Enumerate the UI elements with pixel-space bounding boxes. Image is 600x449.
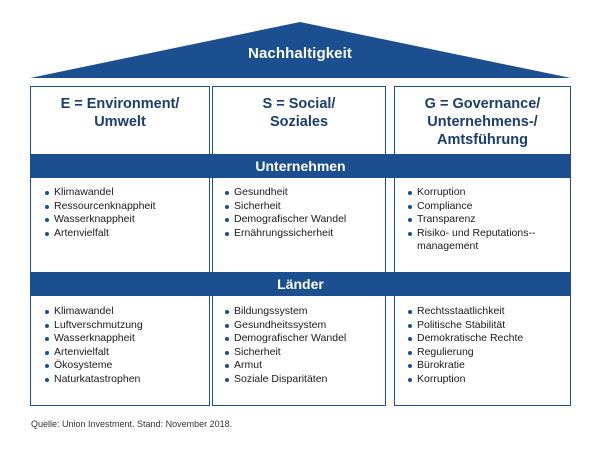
- list-item: Luftverschmutzung: [44, 319, 143, 333]
- list-item: Sicherheit: [224, 346, 346, 360]
- list-item: Transparenz: [407, 213, 567, 227]
- pillar-heading: [31, 95, 209, 131]
- list-item: Naturkatastrophen: [44, 373, 143, 387]
- heading-line: Soziales: [269, 114, 329, 130]
- list-item: Armut: [224, 359, 346, 373]
- list-item: Klimawandel: [44, 186, 156, 200]
- list-item: Bildungssystem: [224, 305, 346, 319]
- heading-line: Amtsführung: [436, 132, 528, 148]
- list-item: Sicherheit: [224, 200, 346, 214]
- list-item: Regulierung: [407, 346, 523, 360]
- list-item: Demografischer Wandel: [224, 332, 346, 346]
- heading-line: G = Governance/: [424, 96, 541, 112]
- list-item: Rechtsstaatlichkeit: [407, 305, 523, 319]
- heading-line: Umwelt: [94, 114, 146, 130]
- list-item: Korruption: [407, 373, 523, 387]
- pillar-heading: [213, 95, 385, 131]
- list-item: Ernährungssicherheit: [224, 227, 346, 241]
- heading-line: S = Social/: [262, 96, 336, 112]
- list-item: Gesundheit: [224, 186, 346, 200]
- list-laender-social: [224, 305, 346, 387]
- roof-title: Nachhaltigkeit: [248, 45, 352, 62]
- list-laender-environment: [44, 305, 143, 387]
- list-item: Wasserknappheit: [44, 213, 156, 227]
- roof-shape: [0, 0, 600, 80]
- list-item: Wasserknappheit: [44, 332, 143, 346]
- band-laender: Länder: [30, 272, 571, 296]
- list-item: Gesundheitssystem: [224, 319, 346, 333]
- list-item: Demografischer Wandel: [224, 213, 346, 227]
- list-item: Ökosysteme: [44, 359, 143, 373]
- list-item: Artenvielfalt: [44, 346, 143, 360]
- list-item: Soziale Disparitäten: [224, 373, 346, 387]
- list-item: Artenvielfalt: [44, 227, 156, 241]
- list-item: Compliance: [407, 200, 567, 214]
- list-item: Korruption: [407, 186, 567, 200]
- list-item: Ressourcenknappheit: [44, 200, 156, 214]
- source-note: Quelle: Union Investment. Stand: November 2018.: [31, 419, 233, 429]
- list-unternehmen-social: [224, 186, 346, 240]
- list-unternehmen-governance: [407, 186, 567, 254]
- heading-line: Unternehmens-/: [427, 114, 538, 130]
- list-item: Bürokratie: [407, 359, 523, 373]
- heading-line: E = Environment/: [60, 96, 180, 112]
- pillar-heading: [395, 95, 570, 149]
- band-unternehmen: Unternehmen: [30, 154, 571, 178]
- list-laender-governance: [407, 305, 523, 387]
- list-item: Risiko- und Reputations-management: [407, 227, 567, 254]
- list-item: Klimawandel: [44, 305, 143, 319]
- list-unternehmen-environment: [44, 186, 156, 240]
- list-item: Demokratische Rechte: [407, 332, 523, 346]
- list-item: Politische Stabilität: [407, 319, 523, 333]
